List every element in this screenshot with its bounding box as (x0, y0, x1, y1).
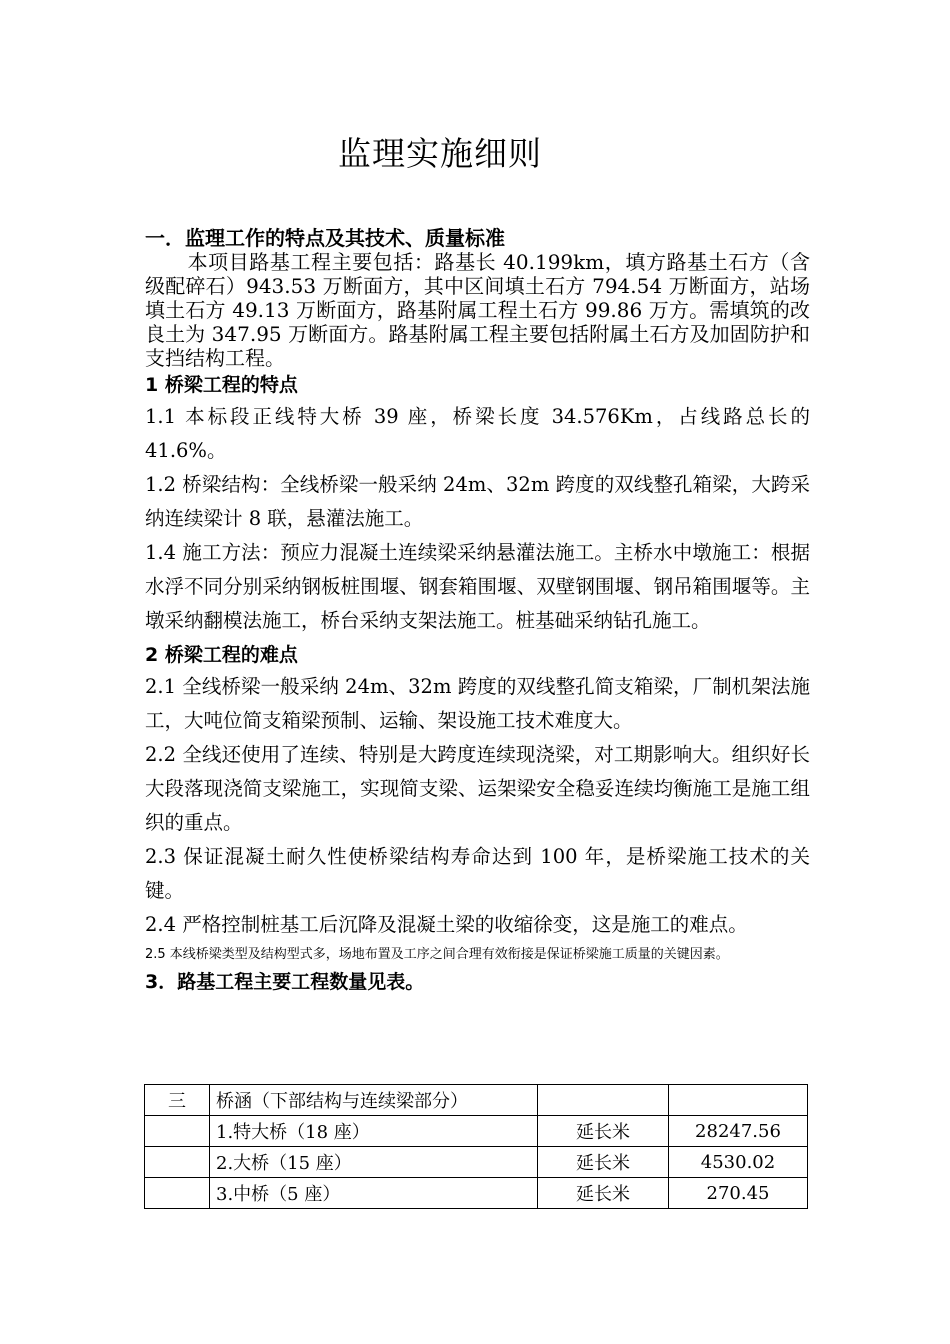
table-cell-qty: 28247.56 (669, 1116, 808, 1147)
document-title: 监理实施细则 (338, 134, 542, 173)
document-body (145, 226, 810, 999)
quantity-table (144, 1084, 808, 1209)
features-item: 1.1 本标段正线特大桥 39 座，桥梁长度 34.576Km，占线路总长的 41.6%。 (145, 405, 810, 462)
table-row (145, 1178, 808, 1209)
table-cell-unit: 延长米 (538, 1147, 669, 1178)
table-cell-name: 3.中桥（5 座） (210, 1178, 538, 1209)
section1-heading: 一．监理工作的特点及其技术、质量标准 (145, 226, 505, 250)
table-cell-name: 1.特大桥（18 座） (210, 1116, 538, 1147)
section1-intro-text: 本项目路基工程主要包括：路基长 40.199km，填方路基土石方（含级配碎石）943.53 万断面方，其中区间填土石方 794.54 万断面方，站场填土石方 49.13 万断面方，路基附属工程土石方 99.86 万方。需填筑的改良土为 347.95 万断面方。路基附属工程主要包括附属土石方及加固防护和支挡结构工程。 (145, 250, 810, 370)
table-cell-unit: 延长米 (538, 1116, 669, 1147)
table-cell-name: 桥涵（下部结构与连续梁部分） (210, 1085, 538, 1116)
table-cell-qty: 270.45 (669, 1178, 808, 1209)
table-cell-qty: 4530.02 (669, 1147, 808, 1178)
features-heading: 1 桥梁工程的特点 (145, 374, 298, 396)
table-cell-no (145, 1147, 210, 1178)
features-item: 1.4 施工方法：预应力混凝土连续梁采纳悬灌法施工。主桥水中墩施工：根据水浮不同分别采纳钢板桩围堰、钢套箱围堰、双壁钢围堰、钢吊箱围堰等。主墩采纳翻模法施工，桥台采纳支架法施工。桩基础采纳钻孔施工。 (145, 541, 810, 632)
table-cell-no (145, 1116, 210, 1147)
table-cell-no (145, 1178, 210, 1209)
difficulties-heading: 2 桥梁工程的难点 (145, 644, 298, 666)
difficulties-item: 2.3 保证混凝土耐久性使桥梁结构寿命达到 100 年，是桥梁施工技术的关键。 (145, 845, 810, 902)
table-cell-no: 三 (145, 1085, 210, 1116)
difficulties-item: 2.4 严格控制桩基工后沉降及混凝土梁的收缩徐变，这是施工的难点。 (145, 913, 748, 936)
table-row (145, 1147, 808, 1178)
table-cell-qty (669, 1085, 808, 1116)
features-item: 1.2 桥梁结构：全线桥梁一般采纳 24m、32m 跨度的双线整孔箱梁，大跨采纳连续梁计 8 联，悬灌法施工。 (145, 473, 810, 530)
section1-intro (145, 250, 810, 370)
table-row (145, 1116, 808, 1147)
table-cell-unit (538, 1085, 669, 1116)
table-cell-unit: 延长米 (538, 1178, 669, 1209)
difficulties-small-item: 2.5 本线桥梁类型及结构型式多，场地布置及工序之间合理有效衔接是保证桥梁施工质量的关键因素。 (145, 947, 729, 962)
table-heading: 3．路基工程主要工程数量见表。 (145, 971, 425, 993)
difficulties-item: 2.1 全线桥梁一般采纳 24m、32m 跨度的双线整孔简支箱梁，厂制机架法施工，大吨位简支箱梁预制、运输、架设施工技术难度大。 (145, 675, 810, 732)
table-row (145, 1085, 808, 1116)
table-cell-name: 2.大桥（15 座） (210, 1147, 538, 1178)
difficulties-item: 2.2 全线还使用了连续、特别是大跨度连续现浇梁，对工期影响大。组织好长大段落现浇简支梁施工，实现简支梁、运架梁安全稳妥连续均衡施工是施工组织的重点。 (145, 743, 810, 834)
